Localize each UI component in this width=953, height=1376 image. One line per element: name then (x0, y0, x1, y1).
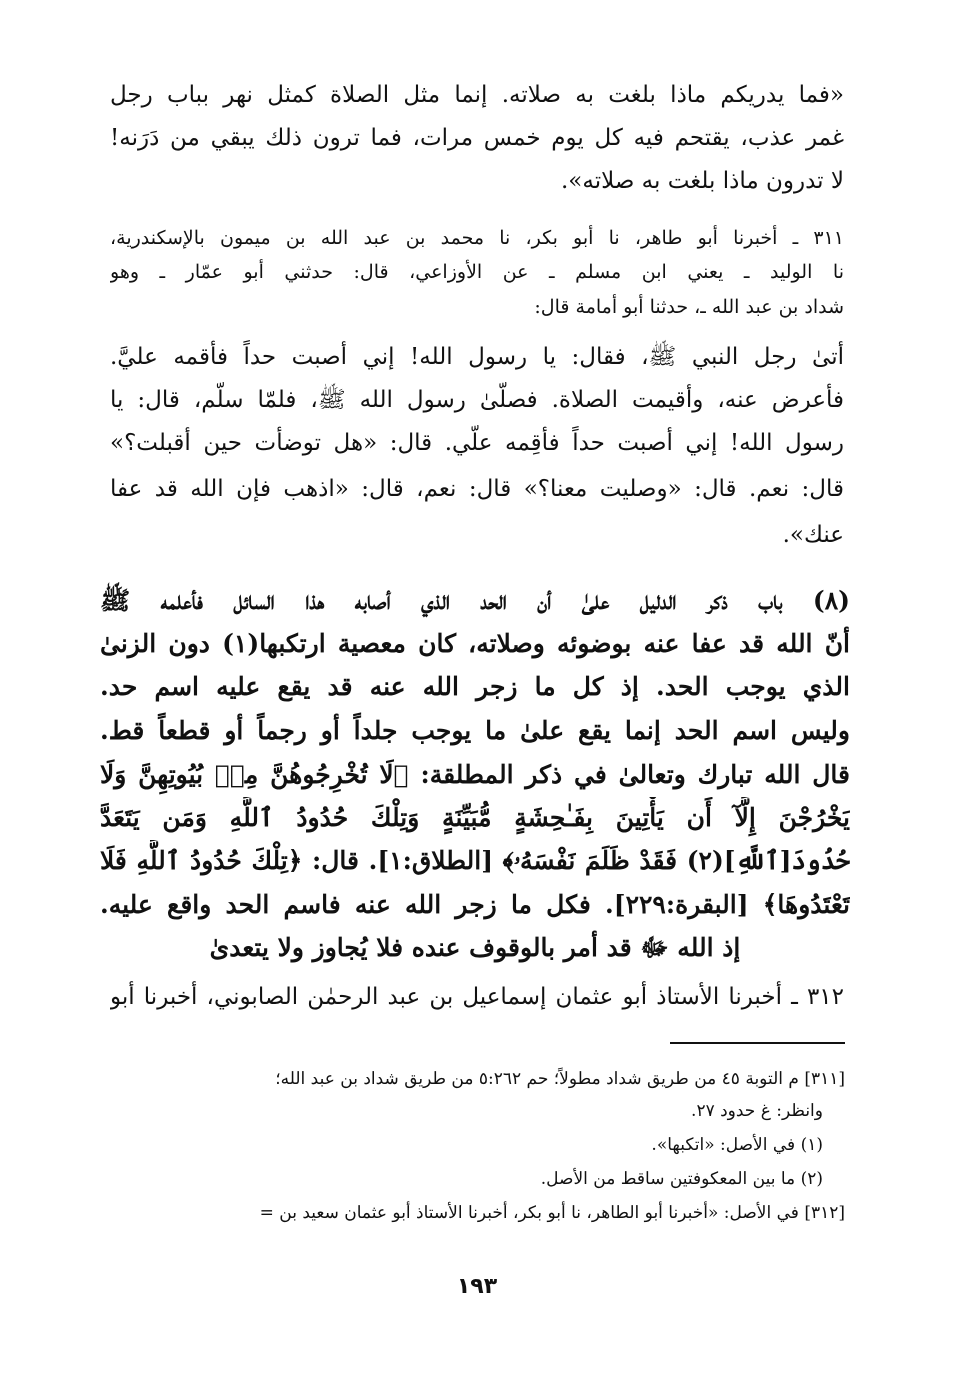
text-line: أتىٰ رجل النبي ﷺ، فقال: يا رسول الله! إني أصبت حداً فأقمه عليَّ. (110, 344, 844, 370)
text-line: لا تدرون ماذا بلغت به صلاته». (560, 168, 844, 194)
isnad-line: ٣١٢ ـ أخبرنا الأستاذ أبو عثمان إسماعيل بن عبد الرحمٰن الصابوني، أخبرنا أبو (110, 984, 844, 1010)
chapter-heading-line: الذي يوجب الحد. إذ كل ما زجر الله عنه قد يقع عليه اسم حد. (100, 672, 850, 701)
footnote: (٢) ما بين المعكوفتين ساقط من الأصل. (540, 1169, 823, 1189)
quran-quote-line: حُدُودَ[ٱللَّهِ](٢) فَقَدْ ظَلَمَ نَفْسَهُۥ﴾ [الطلاق:١]. قال: ﴿تِلْكَ حُدُودُ ٱللَّهِ فَلَا (100, 846, 850, 875)
isnad-line: شداد بن عبد الله ـ، حدثنا أبو أمامة قال: (534, 296, 844, 318)
chapter-heading-line: (٨) باب ذكر الدليل علىٰ أن الحد الذي أصابه هذا السائل فأعلمه ﷺ (100, 586, 850, 615)
text-line: عنك». (782, 522, 844, 548)
text-line: فأعرض عنه، وأقيمت الصلاة. فصلّىٰ رسول الله ﷺ، فلمّا سلّم، قال: يا (110, 387, 844, 413)
footnote: [٣١٢] في الأصل: «أخبرنا أبو الطاهر، نا أبو بكر، أخبرنا الأستاذ أبو عثمان سعيد بن = (259, 1203, 845, 1223)
chapter-heading-line: قال الله تبارك وتعالىٰ في ذكر المطلقة: ﴿لَا تُخْرِجُوهُنَّ مِنۢ بُيُوتِهِنَّ وَلَا (100, 760, 850, 789)
text-line: قال: نعم. قال: «وصليت معنا؟» قال: نعم، قال: «اذهب فإن الله قد عفا (110, 476, 844, 502)
footnote: [٣١١] م التوبة ٤٥ من طريق شداد مطولاً؛ حم ٥:٢٦٢ من طريق شداد بن عبد الله؛ (275, 1069, 845, 1089)
quran-quote-line: يَخْرُجْنَ إِلَّآ أَن يَأْتِينَ بِفَـٰحِشَةٍ مُّبَيِّنَةٍ وَتِلْكَ حُدُودُ ٱللَّهِ وَمَن يَتَعَدَّ (100, 803, 850, 832)
chapter-heading-line: تَعْتَدُوهَا﴾ [البقرة:٢٢٩]. فكل ما زجر الله عنه فاسم الحد واقع عليه. (100, 890, 850, 919)
isnad-line: ٣١١ ـ أخبرنا أبو طاهر، نا أبو بكر، نا محمد بن عبد الله بن ميمون بالإسكندرية، (110, 227, 844, 249)
chapter-heading-line: وليس اسم الحد إنما يقع علىٰ ما يوجب جلداً أو رجماً أو قطعاً قط. (100, 716, 850, 745)
text-line: «فما يدريكم ماذا بلغت به صلاته. إنما مثل الصلاة كمثل نهر بباب رجل (110, 82, 844, 108)
text-line: رسول الله! إني أصبت حداً فأقِمه علّي. قال: «هل توضأت حين أقبلت؟» (110, 430, 844, 456)
footnote: وانظر: غ حدود ٢٧. (691, 1101, 823, 1121)
page-number: ١٩٣ (456, 1274, 498, 1299)
text-line: غمر عذب، يقتحم فيه كل يوم خمس مرات، فما ترون ذلك يبقي من دَرَنه! (110, 125, 844, 151)
footnote: (١) في الأصل: «اتكبها». (651, 1135, 823, 1155)
footnote-separator (670, 1042, 845, 1044)
isnad-line: نا الوليد ـ يعني ابن مسلم ـ عن الأوزاعي، قال: حدثني أبو عمّار ـ وهو (110, 261, 844, 283)
chapter-heading-line: إذ الله ﷻ قد أمر بالوقوف عنده فلا يُجاوز ولا يتعدىٰ (209, 933, 741, 962)
chapter-heading-line: أنّ الله قد عفا عنه بوضوئه وصلاته، كان معصية ارتكبها(١) دون الزنىٰ (100, 629, 850, 658)
